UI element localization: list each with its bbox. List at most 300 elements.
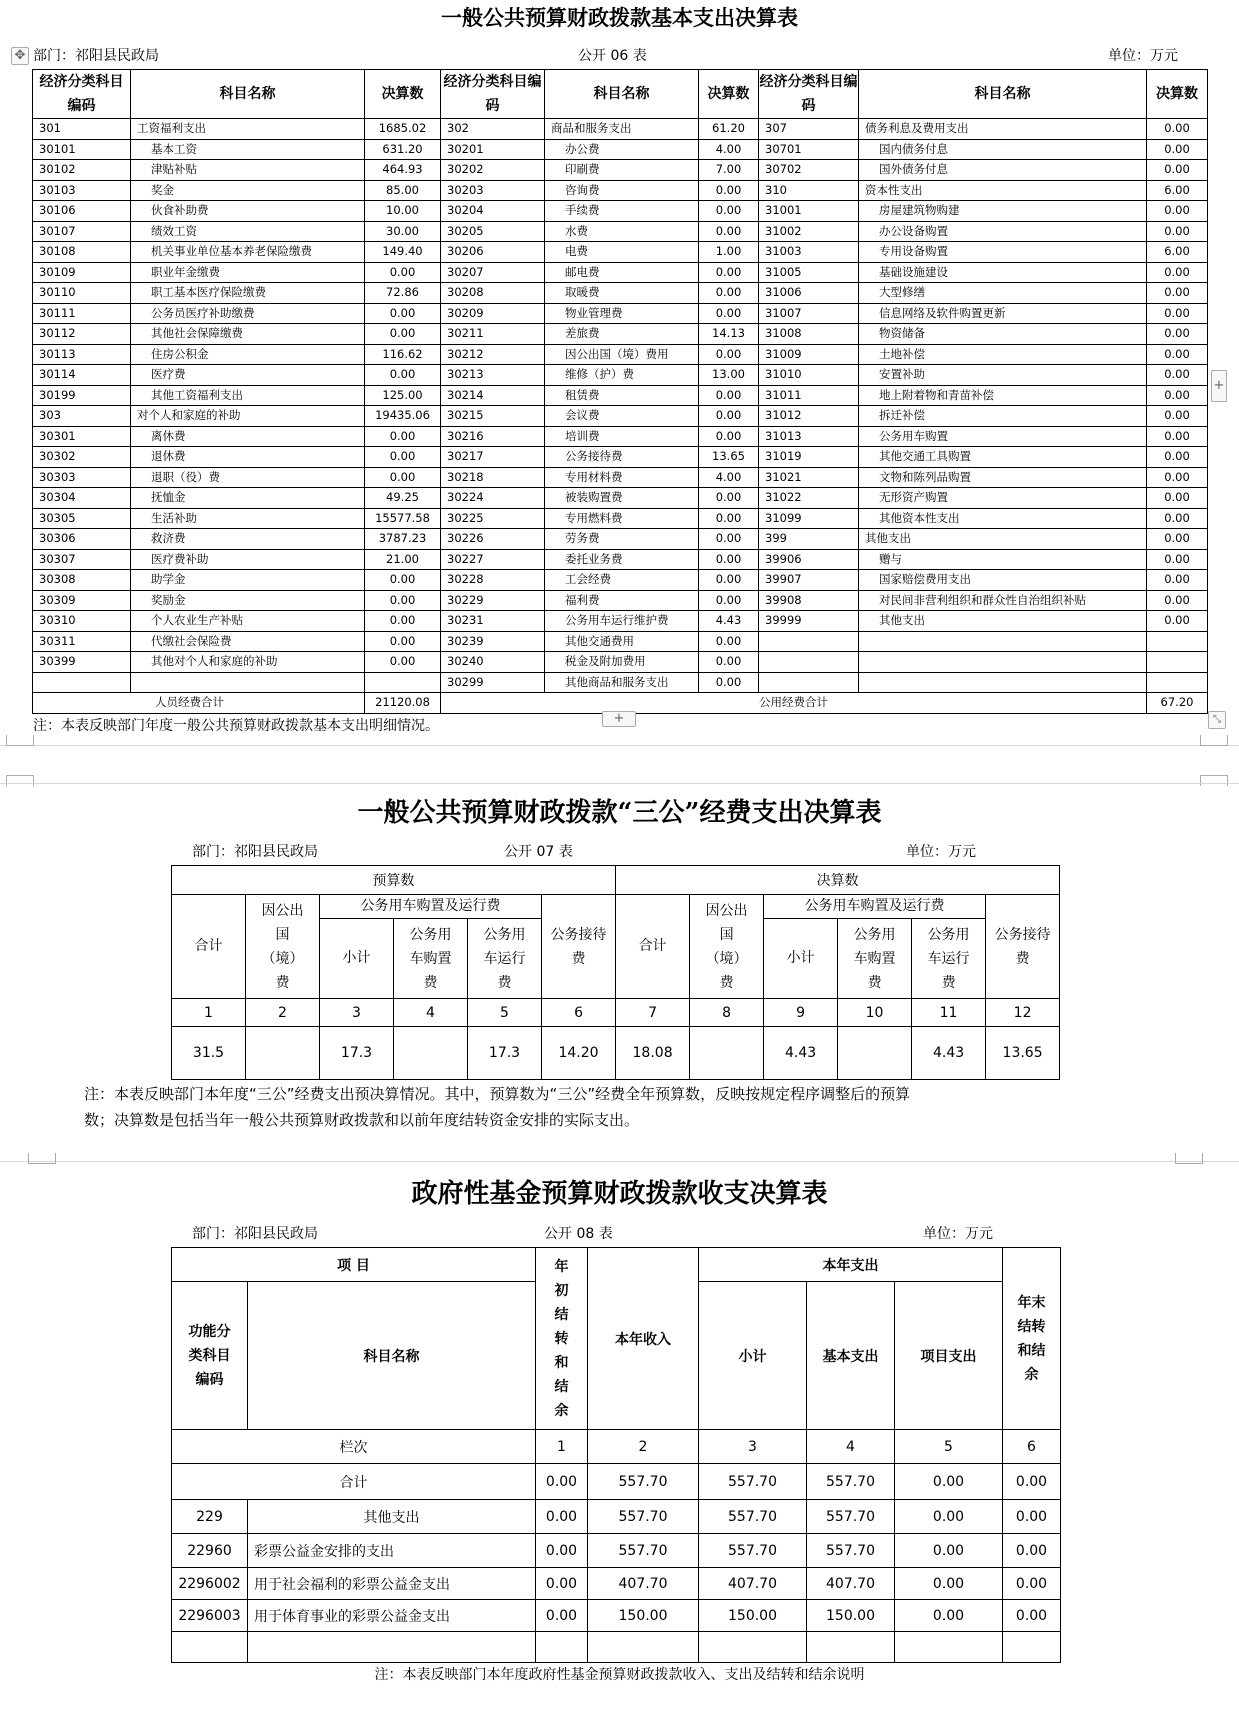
value-cell: 17.3 [320,1027,394,1080]
econ-code-cell: 30702 [759,160,859,181]
table-row [33,160,1208,181]
subject-name-cell: 工资福利支出 [131,119,365,140]
table-row [33,590,1208,611]
header-final-amount: 决算数 [1147,70,1208,119]
value-cell: 0.00 [1003,1534,1061,1568]
subject-name-cell: 资本性支出 [859,180,1147,201]
subject-name-cell: 公务用车购置 [859,426,1147,447]
amount-cell: 0.00 [1147,221,1208,242]
amount-cell: 0.00 [1147,426,1208,447]
amount-cell [1147,652,1208,673]
value-cell: 4.43 [764,1027,838,1080]
amount-cell: 0.00 [699,262,759,283]
header-abroad-cell [690,895,764,999]
header-opening-balance: 年初结转和结余 [554,1258,569,1419]
amount-cell: 0.00 [1147,283,1208,304]
value-cell: 0.00 [536,1500,588,1534]
subject-name-cell: 劳务费 [545,529,699,550]
subject-name-cell: 租赁费 [545,385,699,406]
econ-code-cell: 30202 [441,160,545,181]
amount-cell: 0.00 [699,406,759,427]
amount-cell: 4.00 [699,467,759,488]
econ-code-cell: 30110 [33,283,131,304]
table-row [172,1534,1061,1568]
table-row [33,652,1208,673]
econ-code-cell: 30225 [441,508,545,529]
subject-name-cell: 商品和服务支出 [545,119,699,140]
subject-name-cell: 土地补偿 [859,344,1147,365]
table06-note: 注：本表反映部门年度一般公共预算财政拨款基本支出明细情况。 [33,718,439,734]
econ-code-cell: 31021 [759,467,859,488]
seq-number-cell: 2 [588,1430,699,1464]
table-row [33,467,1208,488]
econ-code-cell: 303 [33,406,131,427]
amount-cell: 0.00 [365,365,441,386]
func-code-cell: 229 [172,1500,248,1534]
econ-code-cell: 39999 [759,611,859,632]
econ-code-cell: 30103 [33,180,131,201]
header-vehicle-operation: 公务用车运行费 [927,926,970,991]
table08 [171,1247,1061,1663]
final-group-header: 决算数 [616,866,1060,895]
econ-code-cell: 30224 [441,488,545,509]
header-final-amount: 决算数 [365,70,441,119]
header-final-amount: 决算数 [699,70,759,119]
subject-name-cell: 医疗费 [131,365,365,386]
subject-name-cell: 差旅费 [545,324,699,345]
subject-name-cell: 房屋建筑物购建 [859,201,1147,222]
subject-name-cell: 生活补助 [131,508,365,529]
column-number-cell: 8 [690,999,764,1027]
econ-code-cell: 30309 [33,590,131,611]
table-row [33,406,1208,427]
table-row [33,324,1208,345]
econ-code-cell: 30212 [441,344,545,365]
header-total: 合计 [616,895,690,999]
econ-code-cell: 30217 [441,447,545,468]
total-value-cell: 0.00 [1003,1464,1061,1500]
subject-name-cell: 其他支出 [859,529,1147,550]
header-vehicle-purchase: 公务用车购置费 [409,926,452,991]
econ-code-cell [759,631,859,652]
public-total-value: 67.20 [1147,693,1208,714]
econ-code-cell: 30304 [33,488,131,509]
subject-name-cell: 机关事业单位基本养老保险缴费 [131,242,365,263]
subject-name-cell: 维修（护）费 [545,365,699,386]
econ-code-cell: 31013 [759,426,859,447]
table07 [171,865,1060,1080]
econ-code-cell: 30208 [441,283,545,304]
value-cell: 0.00 [895,1500,1003,1534]
econ-code-cell: 30301 [33,426,131,447]
amount-cell: 0.00 [699,590,759,611]
table-row [33,365,1208,386]
amount-cell: 0.00 [1147,262,1208,283]
amount-cell: 0.00 [1147,324,1208,345]
subject-name-cell: 其他社会保障缴费 [131,324,365,345]
econ-code-cell: 31002 [759,221,859,242]
header-abroad-cell [246,895,320,999]
amount-cell: 0.00 [1147,201,1208,222]
page-break-line [0,745,1239,746]
amount-cell: 0.00 [1147,570,1208,591]
table-row [172,1500,1061,1534]
subject-name-cell: 其他资本性支出 [859,508,1147,529]
subject-name-cell: 委托业务费 [545,549,699,570]
subject-name-cell: 信息网络及软件购置更新 [859,303,1147,324]
subject-name-cell: 会议费 [545,406,699,427]
subject-name-cell: 其他支出 [859,611,1147,632]
amount-cell: 0.00 [699,283,759,304]
econ-code-cell: 31008 [759,324,859,345]
header-basic: 基本支出 [807,1282,895,1430]
table07-form-no: 公开 07 表 [504,844,573,860]
amount-cell: 15577.58 [365,508,441,529]
subject-name-cell [859,672,1147,693]
header-subtotal: 小计 [320,919,394,999]
amount-cell: 0.00 [1147,488,1208,509]
amount-cell: 0.00 [1147,549,1208,570]
seq-number-cell: 3 [699,1430,807,1464]
econ-code-cell: 30215 [441,406,545,427]
econ-code-cell: 30108 [33,242,131,263]
amount-cell: 125.00 [365,385,441,406]
subject-name-cell: 职工基本医疗保险缴费 [131,283,365,304]
subject-name-cell: 电费 [545,242,699,263]
column-number-cell: 11 [912,999,986,1027]
value-cell: 0.00 [536,1600,588,1632]
header-expense-group: 本年支出 [699,1248,1003,1282]
column-number-cell: 5 [468,999,542,1027]
total-value-cell: 557.70 [807,1464,895,1500]
header-vehicle-operation-cell [912,919,986,999]
subject-name-cell [131,672,365,693]
subject-name-cell: 取暖费 [545,283,699,304]
amount-cell: 0.00 [365,262,441,283]
header-total: 合计 [172,895,246,999]
value-cell: 18.08 [616,1027,690,1080]
amount-cell: 7.00 [699,160,759,181]
header-income: 本年收入 [588,1248,699,1430]
subject-name-cell: 物业管理费 [545,303,699,324]
amount-cell: 0.00 [1147,385,1208,406]
table-row [33,672,1208,693]
header-vehicle-operation: 公务用车运行费 [483,926,526,991]
amount-cell: 0.00 [365,631,441,652]
subject-name-cell: 助学金 [131,570,365,591]
econ-code-cell: 30112 [33,324,131,345]
econ-code-cell: 30308 [33,570,131,591]
econ-code-cell: 30228 [441,570,545,591]
amount-cell: 0.00 [1147,303,1208,324]
value-cell: 17.3 [468,1027,542,1080]
table-row [33,549,1208,570]
subject-name-cell: 公务员医疗补助缴费 [131,303,365,324]
func-code-cell: 2296002 [172,1568,248,1600]
subject-name-cell: 国外债务付息 [859,160,1147,181]
add-column-button[interactable]: + [1211,370,1227,402]
table06-form-no: 公开 06 表 [578,48,647,64]
total-value-cell: 0.00 [536,1464,588,1500]
subject-name-cell: 其他交通工具购置 [859,447,1147,468]
value-cell: 4.43 [912,1027,986,1080]
table-row [33,221,1208,242]
amount-cell: 13.00 [699,365,759,386]
econ-code-cell: 30399 [33,652,131,673]
econ-code-cell: 30106 [33,201,131,222]
value-cell: 150.00 [588,1600,699,1632]
value-cell: 0.00 [895,1600,1003,1632]
amount-cell: 72.86 [365,283,441,304]
amount-cell: 0.00 [699,385,759,406]
econ-code-cell: 30206 [441,242,545,263]
subject-name-cell: 办公费 [545,139,699,160]
header-econ-code: 经济分类科目编码 [759,70,859,119]
subject-name-cell: 住房公积金 [131,344,365,365]
column-number-cell: 6 [542,999,616,1027]
column-number-cell: 3 [320,999,394,1027]
table07-unit: 单位：万元 [906,844,976,860]
amount-cell: 19435.06 [365,406,441,427]
econ-code-cell: 30199 [33,385,131,406]
header-subject-name: 科目名称 [131,70,365,119]
econ-code-cell: 30101 [33,139,131,160]
page-corner-mark [1200,735,1228,746]
econ-code-cell: 30231 [441,611,545,632]
econ-code-cell: 31022 [759,488,859,509]
table06 [32,69,1208,714]
subject-name-cell: 债务利息及费用支出 [859,119,1147,140]
econ-code-cell: 310 [759,180,859,201]
value-cell: 557.70 [699,1500,807,1534]
econ-code-cell: 31006 [759,283,859,304]
econ-code-cell: 30205 [441,221,545,242]
subject-name-cell: 其他工资福利支出 [131,385,365,406]
subject-name-cell: 物资储备 [859,324,1147,345]
table-row [33,262,1208,283]
econ-code-cell: 31010 [759,365,859,386]
amount-cell: 149.40 [365,242,441,263]
amount-cell: 0.00 [1147,611,1208,632]
subject-name-cell: 文物和陈列品购置 [859,467,1147,488]
value-cell: 407.70 [699,1568,807,1600]
table06-department: 部门：祁阳县民政局 [33,48,159,64]
amount-cell: 0.00 [699,631,759,652]
value-cell: 0.00 [895,1568,1003,1600]
subject-name-cell: 国内债务付息 [859,139,1147,160]
subject-name-cell: 国家赔偿费用支出 [859,570,1147,591]
amount-cell: 4.00 [699,139,759,160]
amount-cell: 0.00 [699,221,759,242]
header-econ-code: 经济分类科目编码 [441,70,545,119]
add-row-button[interactable]: + [602,711,636,727]
value-cell: 0.00 [895,1534,1003,1568]
table-row [33,385,1208,406]
econ-code-cell: 30239 [441,631,545,652]
amount-cell: 0.00 [365,303,441,324]
header-vehicle-purchase: 公务用车购置费 [853,926,896,991]
page-corner-mark [6,775,34,786]
column-number-cell: 7 [616,999,690,1027]
amount-cell: 0.00 [365,652,441,673]
econ-code-cell: 30229 [441,590,545,611]
econ-code-cell: 30213 [441,365,545,386]
header-reception-cell [986,895,1060,999]
value-cell: 150.00 [807,1600,895,1632]
subject-name-cell: 对民间非营利组织和群众性自治组织补贴 [859,590,1147,611]
header-vehicle-purchase-cell [838,919,912,999]
econ-code-cell: 30102 [33,160,131,181]
table-row [172,1600,1061,1632]
subject-name-cell: 水费 [545,221,699,242]
econ-code-cell: 30211 [441,324,545,345]
econ-code-cell: 30303 [33,467,131,488]
subject-name-cell: 无形资产购置 [859,488,1147,509]
amount-cell: 30.00 [365,221,441,242]
table06-header-row [33,70,1208,119]
econ-code-cell: 30107 [33,221,131,242]
subject-name-cell: 办公设备购置 [859,221,1147,242]
table-move-handle-icon[interactable]: ✥ [11,47,29,65]
table-row [33,344,1208,365]
table08-note: 注：本表反映部门本年度政府性基金预算财政拨款收入、支出及结转和结余说明 [374,1667,865,1683]
table08-department: 部门：祁阳县民政局 [192,1226,318,1242]
header-reception-cell [542,895,616,999]
table07-department: 部门：祁阳县民政局 [192,844,318,860]
header-vehicle-group: 公务用车购置及运行费 [764,895,986,919]
amount-cell: 0.00 [1147,508,1208,529]
amount-cell: 0.00 [699,180,759,201]
subject-name-cell: 福利费 [545,590,699,611]
amount-cell: 631.20 [365,139,441,160]
table06-title: 一般公共预算财政拨款基本支出决算表 [441,5,798,30]
amount-cell: 6.00 [1147,242,1208,263]
econ-code-cell: 31007 [759,303,859,324]
value-cell: 0.00 [536,1534,588,1568]
subject-name-cell: 绩效工资 [131,221,365,242]
amount-cell: 10.00 [365,201,441,222]
amount-cell: 0.00 [1147,590,1208,611]
column-number-row [172,999,1060,1027]
econ-code-cell: 30311 [33,631,131,652]
subject-name-cell: 用于社会福利的彩票公益金支出 [248,1568,536,1600]
amount-cell: 3787.23 [365,529,441,550]
econ-code-cell: 30207 [441,262,545,283]
subject-name-cell: 邮电费 [545,262,699,283]
subject-name-cell: 因公出国（境）费用 [545,344,699,365]
total-value-cell: 0.00 [895,1464,1003,1500]
header-abroad: 因公出国（境）费 [705,902,748,991]
amount-cell: 0.00 [365,590,441,611]
value-cell: 0.00 [1003,1600,1061,1632]
econ-code-cell [33,672,131,693]
amount-cell [1147,631,1208,652]
header-subtotal: 小计 [699,1282,807,1430]
seq-label: 栏次 [172,1430,536,1464]
header-reception: 公务接待费 [550,926,607,967]
econ-code-cell: 31005 [759,262,859,283]
econ-code-cell: 31012 [759,406,859,427]
empty-row [172,1632,1061,1663]
subject-name-cell: 救济费 [131,529,365,550]
subject-name-cell: 被装购置费 [545,488,699,509]
amount-cell: 0.00 [699,426,759,447]
econ-code-cell [759,672,859,693]
amount-cell: 0.00 [699,488,759,509]
value-cell: 0.00 [1003,1500,1061,1534]
value-cell: 13.65 [986,1027,1060,1080]
amount-cell: 13.65 [699,447,759,468]
header-abroad: 因公出国（境）费 [261,902,304,991]
subject-name-cell: 公务接待费 [545,447,699,468]
subject-name-cell: 专用设备购置 [859,242,1147,263]
subject-name-cell: 其他对个人和家庭的补助 [131,652,365,673]
value-cell: 557.70 [807,1534,895,1568]
table-row [33,508,1208,529]
value-cell [246,1027,320,1080]
amount-cell: 0.00 [365,426,441,447]
table-row [33,180,1208,201]
amount-cell: 4.43 [699,611,759,632]
econ-code-cell: 31009 [759,344,859,365]
header-closing-balance: 年末结转和结余 [1017,1294,1046,1383]
subject-name-cell: 代缴社会保险费 [131,631,365,652]
amount-cell: 49.25 [365,488,441,509]
amount-cell: 0.00 [699,344,759,365]
table-row [33,201,1208,222]
amount-cell: 0.00 [1147,406,1208,427]
column-number-cell: 2 [246,999,320,1027]
subject-name-cell: 基本工资 [131,139,365,160]
value-cell: 407.70 [588,1568,699,1600]
econ-code-cell: 30114 [33,365,131,386]
subject-name-cell: 伙食补助费 [131,201,365,222]
value-cell: 0.00 [1003,1568,1061,1600]
amount-cell: 61.20 [699,119,759,140]
page-break-line [0,1161,1239,1162]
subject-name-cell: 大型修缮 [859,283,1147,304]
header-subject-name: 科目名称 [859,70,1147,119]
column-number-cell: 9 [764,999,838,1027]
amount-cell: 0.00 [365,611,441,632]
table08-unit: 单位：万元 [923,1226,993,1242]
econ-code-cell: 39907 [759,570,859,591]
econ-code-cell: 307 [759,119,859,140]
total-value-cell: 557.70 [699,1464,807,1500]
amount-cell: 1685.02 [365,119,441,140]
subject-name-cell: 基础设施建设 [859,262,1147,283]
amount-cell: 0.00 [1147,139,1208,160]
header-subject-name: 科目名称 [248,1282,536,1430]
value-cell [838,1027,912,1080]
func-code-cell: 22960 [172,1534,248,1568]
subject-name-cell: 培训费 [545,426,699,447]
column-number-cell: 4 [394,999,468,1027]
resize-handle-icon[interactable]: ⤡ [1208,711,1226,729]
amount-cell: 0.00 [699,303,759,324]
table-row [33,611,1208,632]
amount-cell: 0.00 [699,652,759,673]
table07-title: 一般公共预算财政拨款“三公”经费支出决算表 [357,798,882,828]
public-total-label: 公用经费合计 [441,693,1147,714]
seq-number-cell: 5 [895,1430,1003,1464]
econ-code-cell [759,652,859,673]
table-row [33,529,1208,550]
subject-name-cell [859,631,1147,652]
amount-cell: 0.00 [699,672,759,693]
econ-code-cell: 31019 [759,447,859,468]
amount-cell: 0.00 [1147,467,1208,488]
